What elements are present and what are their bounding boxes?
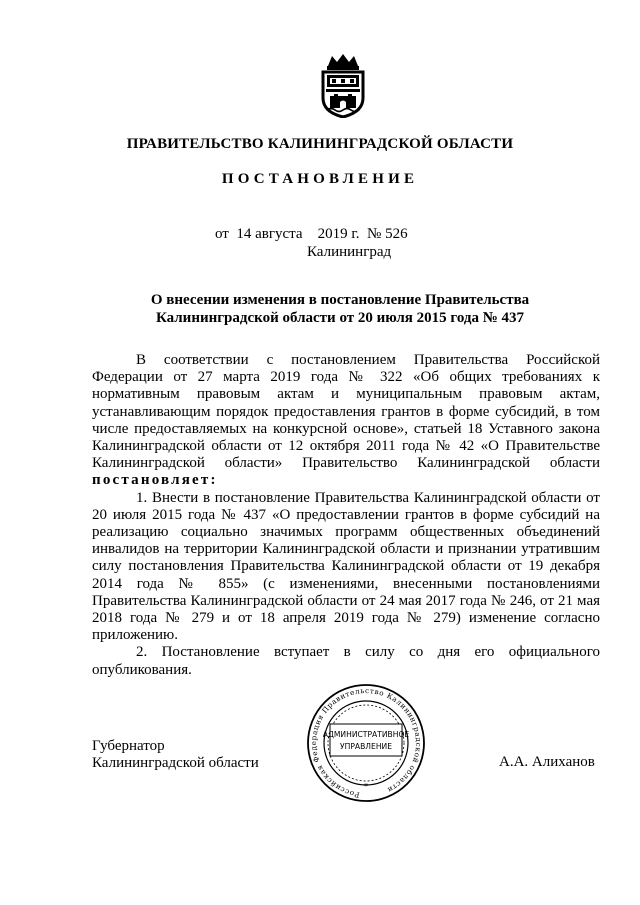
date-year: 2019 г. bbox=[317, 226, 360, 242]
coat-of-arms-icon bbox=[318, 52, 368, 118]
signatory-position bbox=[92, 738, 259, 772]
government-title: ПРАВИТЕЛЬСТВО КАЛИНИНГРАДСКОЙ ОБЛАСТИ bbox=[126, 136, 514, 152]
signatory-position-line-2: Калининградской области bbox=[92, 755, 259, 771]
document-body bbox=[92, 352, 600, 679]
stamp-center-line-2: УПРАВЛЕНИЕ bbox=[339, 742, 393, 751]
body-intro-paragraph bbox=[92, 352, 600, 490]
document-number: № 526 bbox=[367, 226, 408, 242]
document-subject bbox=[0, 291, 640, 327]
signatory-position-line-1: Губернатор bbox=[92, 738, 165, 754]
signatory-name: А.А. Алиханов bbox=[499, 754, 595, 770]
stamp-center-line-1: АДМИНИСТРАТИВНОЕ bbox=[322, 730, 410, 739]
date-number-line bbox=[215, 226, 408, 243]
city: Калининград bbox=[307, 244, 392, 260]
subject-line-1: О внесении изменения в постановление Правительства bbox=[150, 292, 530, 308]
subject-line-2: Калининградской области от 20 июля 2015 года № 437 bbox=[155, 310, 525, 326]
body-item-2: 2. Постановление вступает в силу со дня его официального опубликования. bbox=[92, 644, 600, 678]
svg-text:*: * bbox=[364, 782, 368, 791]
stamp-ring-text: Российская Федерация Правительство Калининградской области bbox=[309, 685, 424, 800]
official-stamp bbox=[302, 683, 430, 803]
body-intro: В соответствии с постановлением Правительства Российской Федерации от 27 марта 2019 года № 322 «Об общих требованиях к нормативным правовым актам и муниципальным правовым актам, устанавливающим порядок предоставления грантов в форме субсидий, в том числе предоставляемых на конкурсной основе», статьей 18 Уставного закона Калининградской области от 12 октября 2011 года № 42 «О Правительстве Калининградской области» Правительство Калининградской области bbox=[92, 352, 600, 472]
resolves-word: постановляет: bbox=[92, 472, 218, 489]
date-prefix: от bbox=[215, 226, 229, 242]
date-day-month: 14 августа bbox=[236, 226, 303, 242]
body-item-1: 1. Внести в постановление Правительства Калининградской области от 20 июля 2015 года № 437 «О предоставлении грантов в форме субсидий на реализацию социально значимых программ общественных объединений инвалидов на территории Калининградской области и признании утратившим силу постановления Правительства Калининградской области от 19 декабря 2014 года № 855» (с изменениями, внесенными постановлениями Правительства Калининградской области от 24 мая 2017 года № 246, от 21 мая 2018 года № 279 и от 18 апреля 2019 года № 279) изменение согласно приложению. bbox=[92, 489, 600, 644]
document-kind: ПОСТАНОВЛЕНИЕ bbox=[221, 171, 419, 187]
